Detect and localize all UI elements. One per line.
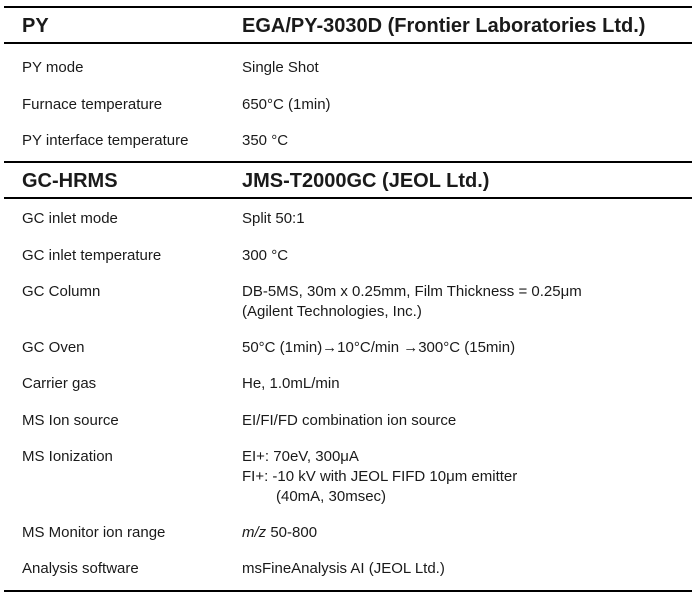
row-value: 350 °C [242, 132, 289, 149]
section-header-py [4, 6, 692, 44]
section-label-py: PY [22, 15, 49, 37]
row-label: MS Ion source [22, 412, 119, 429]
row-value-line: EI+: 70eV, 300μA [242, 448, 359, 465]
row-label: PY interface temperature [22, 132, 189, 149]
row-value-line: DB-5MS, 30m x 0.25mm, Film Thickness = 0.25μm [242, 283, 582, 300]
row-value: 300 °C [242, 247, 289, 264]
section-value-py: EGA/PY-3030D (Frontier Laboratories Ltd.) [242, 15, 646, 37]
row-value-line: (40mA, 30msec) [276, 488, 387, 505]
row-label: GC inlet mode [22, 210, 118, 227]
row-value-line: FI+: -10 kV with JEOL FIFD 10μm emitter [242, 468, 518, 485]
row-value [242, 447, 517, 507]
row-label: GC Column [22, 283, 101, 300]
section-header-gc-hrms [4, 161, 692, 199]
row-label: PY mode [22, 59, 84, 76]
row-value: He, 1.0mL/min [242, 375, 340, 392]
row-value: msFineAnalysis AI (JEOL Ltd.) [242, 560, 445, 577]
row-value [242, 523, 317, 543]
row-value [242, 282, 582, 322]
section-value-gc-hrms: JMS-T2000GC (JEOL Ltd.) [242, 170, 490, 192]
table-bottom-rule [4, 590, 692, 592]
row-label: Carrier gas [22, 375, 97, 392]
row-label: Analysis software [22, 560, 139, 577]
row-value: Single Shot [242, 59, 319, 76]
row-label: MS Ionization [22, 448, 113, 465]
mz-prefix: m/z [242, 524, 267, 541]
row-value: 50°C (1min)→10°C/min →300°C (15min) [242, 339, 516, 356]
row-label: Furnace temperature [22, 96, 163, 113]
row-value-text: 50-800 [266, 524, 318, 541]
row-value: EI/FI/FD combination ion source [242, 412, 457, 429]
row-value: 650°C (1min) [242, 96, 331, 113]
row-value-line: (Agilent Technologies, Inc.) [242, 303, 422, 320]
row-value: Split 50:1 [242, 210, 305, 227]
row-label: GC inlet temperature [22, 247, 162, 264]
row-label: MS Monitor ion range [22, 524, 166, 541]
row-label: GC Oven [22, 339, 85, 356]
section-label-gc-hrms: GC-HRMS [22, 170, 118, 192]
